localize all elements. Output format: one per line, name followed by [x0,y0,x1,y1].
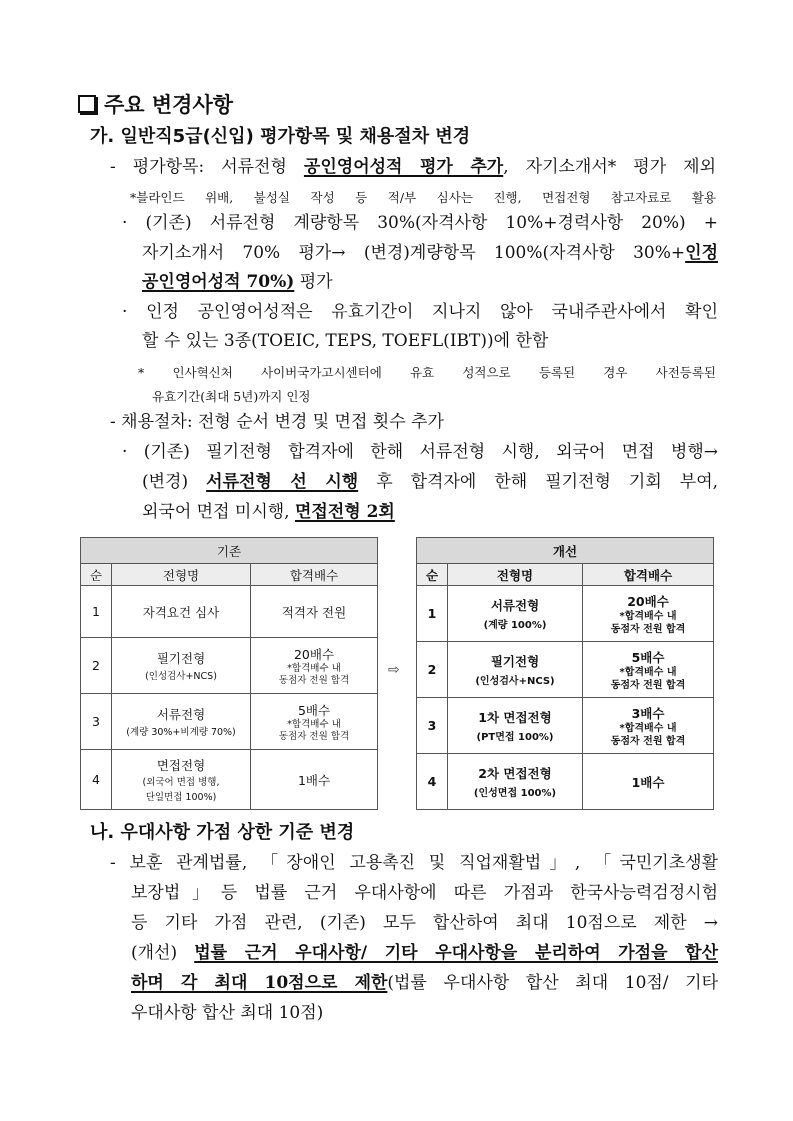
row-ratio: 3배수 [631,705,665,721]
bullet3-line1: · (기존) 필기전형 합격자에 한해 서류전형 시행, 외국어 면접 병행→ [122,442,718,462]
section-b-line2: 보장법」등 법률 근거 우대사항에 따른 가점과 한국사능력검정시험 [131,883,718,903]
row-ratio: 1배수 [583,754,714,810]
row-no: 3 [81,694,112,750]
page-title [78,92,233,118]
section-b-line3: 등 기타 가점 관련, (기존) 모두 합산하여 최대 10점으로 제한 → [131,913,718,933]
item1-pre: - 평가항목: 서류전형 [110,157,304,177]
row-ratio-cell [251,638,378,694]
row-ratio-sub2: 동점자 전원 합격 [278,674,350,686]
row-ratio: 5배수 [297,702,331,718]
section-b-line5-post: (법률 우대사항 합산 최대 10점/ 기타 [387,973,718,993]
item1-emphasis: 공인영어성적 평가 추가 [303,157,504,177]
row-ratio: 적격자 전원 [251,586,378,638]
row-ratio-sub1: *합격배수 내 [287,662,341,674]
table-before-title: 기존 [81,538,378,564]
row-ratio-sub1: *합격배수 내 [287,718,341,730]
table-row [81,586,378,638]
table-row [81,694,378,750]
bullet2-line2: 할 수 있는 3종(TOEIC, TEPS, TOEFL(IBT))에 한함 [142,331,549,351]
section-b-line4-pre: (개선) [131,943,195,963]
row-name-sub: (인성검사+NCS) [475,675,555,687]
bullet1-line2 [142,242,718,264]
section-b-line5 [131,972,718,994]
row-ratio-sub1: *합격배수 내 [619,666,677,678]
row-name-cell [112,694,251,750]
bullet3-line2-pre: (변경) [142,472,207,492]
table-row [417,586,714,642]
table-row [81,638,378,694]
row-name-sub: (계량 100%) [483,619,547,631]
row-name: 서류전형 [156,706,206,722]
bullet3-line3 [142,501,395,523]
row-ratio-cell [251,694,378,750]
row-name: 필기전형 [156,650,206,666]
table-row [417,642,714,698]
note-blind: *블라인드 위배, 불성실 작성 등 적/부 심사는 진행, 면접전형 참고자료로 활용 [130,190,716,205]
row-ratio-sub2: 동점자 전원 합격 [610,679,686,691]
row-name-cell [112,638,251,694]
row-name-sub: (계량 30%+비계량 70%) [126,726,236,738]
item1-post: , 자기소개서* 평가 제외 [503,157,716,177]
bullet3-line2-emphasis: 서류전형 선 시행 [206,472,359,492]
col-header-name: 전형명 [112,564,251,586]
row-no: 2 [81,638,112,694]
row-name: 서류전형 [490,597,540,613]
row-name-sub: (인성면접 100%) [473,787,557,799]
row-ratio-cell [583,586,714,642]
row-ratio-sub2: 동점자 전원 합격 [610,623,686,635]
bullet1-line2-pre: 자기소개서 70% 평가→ (변경)계량항목 100%(자격사항 30%+ [142,243,686,263]
bullet1-line3 [142,271,333,293]
note-cyber-center-line1: * 인사혁신처 사이버국가고시센터에 유효 성적으로 등록된 경우 사전등록된 [138,365,716,380]
col-header-name: 전형명 [448,564,583,586]
row-name-cell [448,586,583,642]
row-no: 1 [81,586,112,638]
row-name-cell [112,750,251,810]
row-ratio-sub2: 동점자 전원 합격 [610,735,686,747]
item-procedure: - 채용절차: 전형 순서 변경 및 면접 횟수 추가 [110,412,444,432]
checkbox-square-icon [78,95,96,113]
row-ratio-cell [583,698,714,754]
table-row [417,698,714,754]
table-row [81,750,378,810]
bullet3-line2 [142,471,718,493]
table-after [416,537,714,810]
col-header-ratio: 합격배수 [251,564,378,586]
row-ratio-cell [583,642,714,698]
row-ratio: 1배수 [251,750,378,810]
section-b-line6: 우대사항 합산 최대 10점) [131,1003,324,1023]
bullet1-line2-emphasis: 인정 [685,243,718,263]
page-title-text: 주요 변경사항 [104,93,234,117]
bullet1-line3-post: 평가 [294,272,333,292]
row-name-cell [448,754,583,810]
note-cyber-center-line2: 유효기간(최대 5년)까지 인정 [152,389,311,404]
row-no: 1 [417,586,448,642]
row-ratio-sub2: 동점자 전원 합격 [278,730,350,742]
section-b-heading: 나. 우대사항 가점 상한 기준 변경 [90,822,355,843]
row-ratio-sub1: *합격배수 내 [619,722,677,734]
arrow-right-icon: ⇨ [388,662,400,678]
row-name: 2차 면접전형 [478,765,552,781]
item-evaluation [110,156,716,178]
row-no: 4 [81,750,112,810]
bullet3-line2-post: 후 합격자에 한해 필기전형 기회 부여, [358,472,719,492]
row-ratio: 20배수 [627,593,669,609]
table-row [417,754,714,810]
row-name: 면접전형 [156,757,206,773]
section-b-line1: - 보훈 관계법률, 「장애인 고용촉진 및 직업재활법」, 「국민기초생활 [110,853,718,873]
row-no: 4 [417,754,448,810]
table-before [80,537,378,810]
row-ratio: 5배수 [631,649,665,665]
row-name: 필기전형 [490,653,540,669]
row-name-sub: (인성검사+NCS) [145,670,217,682]
row-no: 3 [417,698,448,754]
row-name-sub: (PT면접 100%) [476,731,554,743]
bullet1-line1: · (기존) 서류전형 계량항목 30%(자격사항 10%+경력사항 20%) + [122,213,718,233]
section-b-line4-emphasis: 법률 근거 우대사항/ 기타 우대사항을 분리하여 가점을 합산 [194,943,719,963]
row-ratio-sub1: *합격배수 내 [619,610,677,622]
bullet3-line3-emphasis: 면접전형 2회 [295,502,395,522]
section-b-line4 [131,942,718,964]
col-header-no: 순 [81,564,112,586]
bullet3-line3-pre: 외국어 면접 미시행, [142,502,295,522]
row-no: 2 [417,642,448,698]
col-header-ratio: 합격배수 [583,564,714,586]
row-name-cell [448,698,583,754]
row-name-sub1: (외국어 면접 병행, [142,776,220,788]
bullet1-line3-emphasis: 공인영어성적 70%) [142,272,295,292]
section-b-line5-emphasis: 하며 각 최대 10점으로 제한 [131,973,388,993]
row-ratio: 20배수 [293,646,335,662]
row-name: 자격요건 심사 [112,586,251,638]
row-name-sub2: 단일면접 100%) [145,791,217,803]
section-a-heading: 가. 일반직5급(신입) 평가항목 및 채용절차 변경 [90,126,471,147]
row-name-cell [448,642,583,698]
col-header-no: 순 [417,564,448,586]
row-name: 1차 면접전형 [478,709,552,725]
table-after-title: 개선 [417,538,714,564]
bullet2-line1: · 인정 공인영어성적은 유효기간이 지나지 않아 국내주관사에서 확인 [122,302,718,322]
